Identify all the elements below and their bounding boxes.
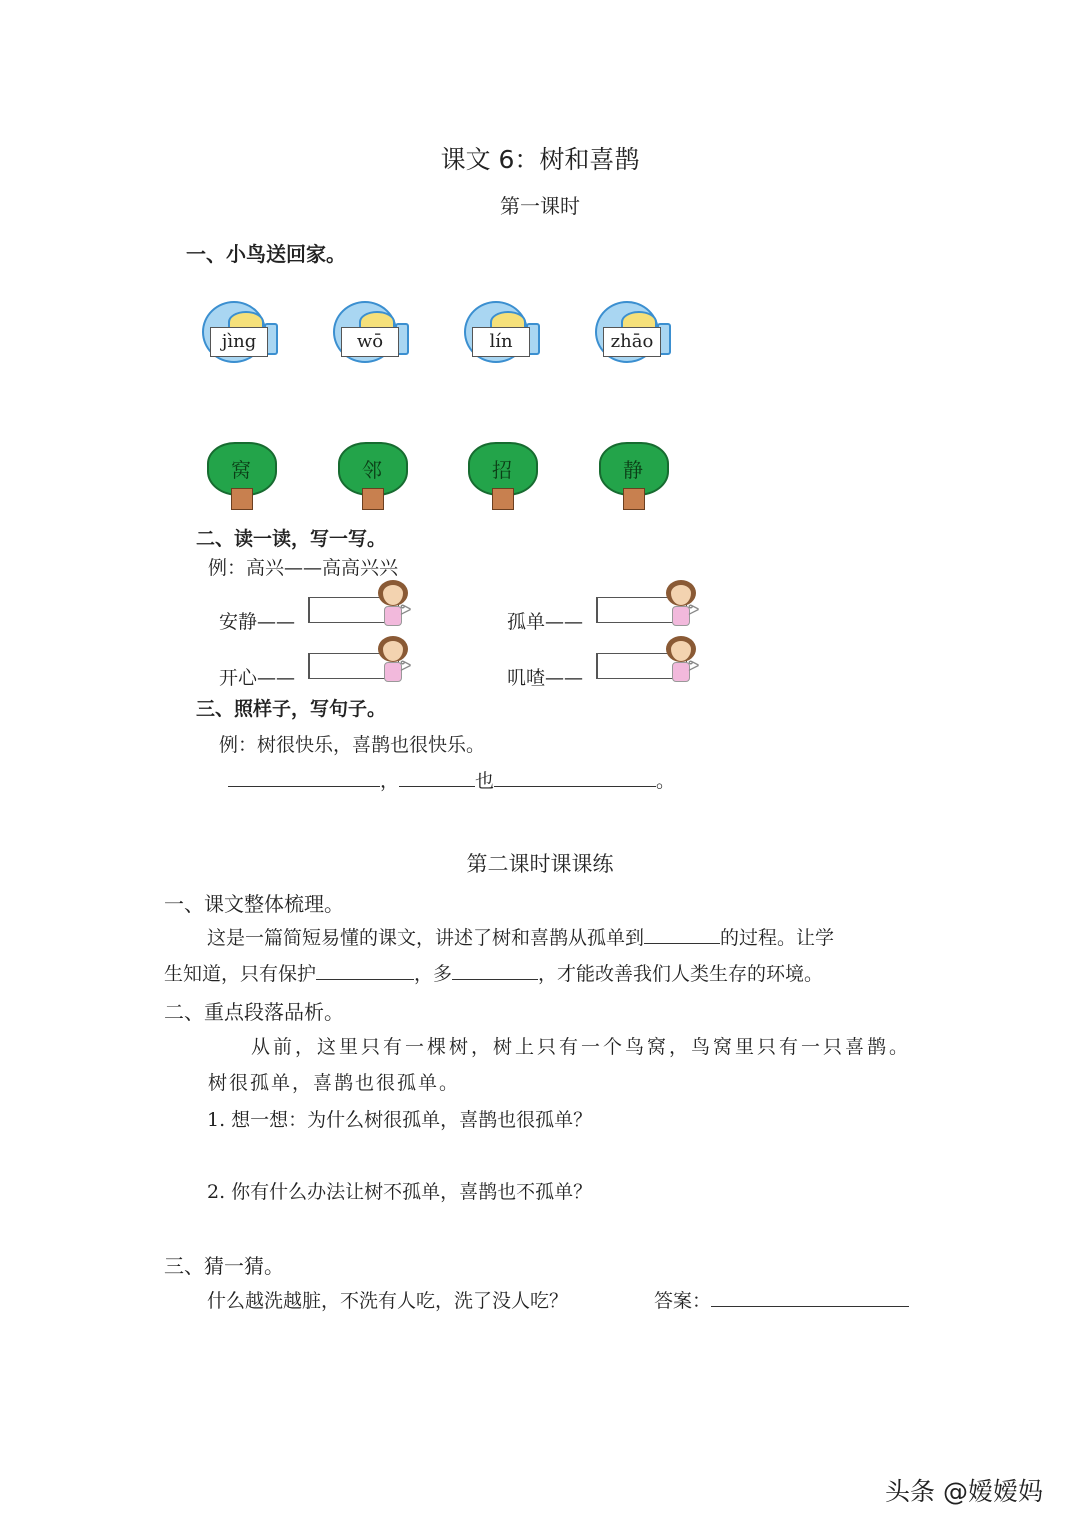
- text: ，多: [414, 963, 453, 985]
- bird-icon: [200, 295, 280, 365]
- watermark: 头条 @嫒嫒妈: [885, 1477, 1043, 1506]
- blank-line[interactable]: [494, 768, 656, 787]
- example-text: 例：高兴——高高兴兴: [208, 557, 399, 579]
- word-prompt: 安静——: [219, 611, 296, 633]
- section-heading: 三、照样子，写句子。: [196, 698, 387, 720]
- paragraph-line: [164, 959, 823, 986]
- pinyin-card: jìng: [210, 327, 268, 357]
- pinyin-card: lín: [472, 327, 530, 357]
- angel-girl-icon: ᕗ: [660, 636, 700, 682]
- blank-line[interactable]: [228, 768, 380, 787]
- ye-text: 也: [475, 770, 495, 792]
- sentence-blank: [228, 766, 675, 793]
- angel-girl-icon: ᕗ: [372, 636, 412, 682]
- section-heading: 一、课文整体梳理。: [164, 892, 344, 916]
- question-1: 1. 想一想：为什么树很孤单，喜鹊也很孤单？: [207, 1109, 593, 1131]
- angel-girl-icon: ᕗ: [660, 580, 700, 626]
- blank-line[interactable]: [316, 961, 414, 980]
- tree-icon: [336, 442, 408, 512]
- bird-icon: [462, 295, 542, 365]
- question-2: 2. 你有什么办法让树不孤单，喜鹊也不孤单？: [207, 1181, 593, 1203]
- blank-line[interactable]: [399, 768, 475, 787]
- tree-character: 招: [492, 458, 512, 482]
- answer-label: 答案：: [654, 1290, 712, 1312]
- passage-text: 树很孤单，喜鹊也很孤单。: [208, 1072, 461, 1094]
- tree-character: 窝: [231, 458, 251, 482]
- word-prompt: 叽喳——: [507, 667, 584, 689]
- example-text: 例：树很快乐，喜鹊也很快乐。: [219, 734, 486, 756]
- tree-character: 邻: [362, 458, 382, 482]
- passage-text: 从前，这里只有一棵树，树上只有一个鸟窝，鸟窝里只有一只喜鹊。: [251, 1036, 912, 1058]
- text: ，才能改善我们人类生存的环境。: [538, 963, 824, 985]
- answer-field: [654, 1286, 909, 1313]
- word-prompt: 孤单——: [507, 611, 584, 633]
- tree-character: 静: [623, 458, 643, 482]
- pinyin-card: zhāo: [603, 327, 661, 357]
- tree-icon: [597, 442, 669, 512]
- section-heading: 二、重点段落品析。: [164, 1000, 344, 1024]
- pinyin-card: wō: [341, 327, 399, 357]
- section-heading: 三、猜一猜。: [164, 1254, 284, 1278]
- text: 的过程。让学: [720, 927, 835, 949]
- blank-line[interactable]: [711, 1288, 909, 1307]
- riddle-text: 什么越洗越脏，不洗有人吃，洗了没人吃？: [207, 1290, 569, 1312]
- section-heading: 二、读一读，写一写。: [196, 528, 387, 550]
- angel-girl-icon: ᕗ: [372, 580, 412, 626]
- period: 。: [656, 770, 676, 792]
- comma: ，: [380, 770, 400, 792]
- lesson2-subtitle: 第二课时课课练: [466, 852, 614, 876]
- blank-line[interactable]: [452, 961, 538, 980]
- tree-icon: [205, 442, 277, 512]
- bird-icon: [593, 295, 673, 365]
- text: 生知道，只有保护: [164, 963, 317, 985]
- section-heading: 一、小鸟送回家。: [186, 242, 346, 266]
- lesson1-subtitle: 第一课时: [500, 194, 580, 218]
- paragraph-line: [207, 923, 834, 950]
- tree-icon: [466, 442, 538, 512]
- blank-line[interactable]: [644, 925, 720, 944]
- page-title: 课文 6：树和喜鹊: [440, 145, 640, 174]
- word-prompt: 开心——: [219, 667, 296, 689]
- text: 这是一篇简短易懂的课文，讲述了树和喜鹊从孤单到: [207, 927, 645, 949]
- bird-icon: [331, 295, 411, 365]
